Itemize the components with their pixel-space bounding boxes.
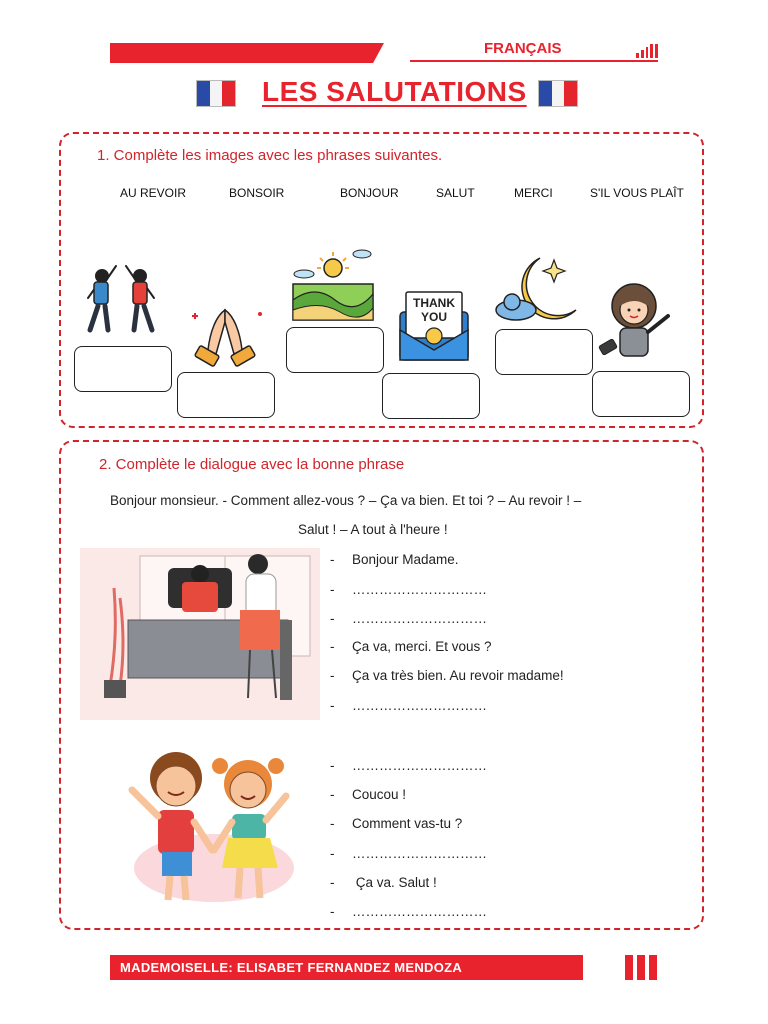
dialogue1-line3[interactable]: - ………………………… [330, 611, 487, 626]
french-flag-icon [539, 81, 577, 106]
header-underline [410, 60, 658, 62]
dialogue2-line3: - Comment vas-tu ? [330, 816, 463, 831]
office-meeting-illustration [80, 548, 320, 720]
exercise1-title: 1. Complète les images avec les phrases suivantes. [97, 147, 443, 164]
dialogue1-line6[interactable]: - ………………………… [330, 698, 487, 713]
you-text: YOU [420, 310, 448, 324]
word-au-revoir: AU REVOIR [120, 186, 187, 200]
answer-box-4[interactable] [382, 373, 480, 419]
dialogue2-line2: - Coucou ! [330, 787, 407, 802]
praying-hands-icon [182, 302, 268, 372]
sunrise-landscape-icon [290, 244, 376, 322]
dialogue1-line4: - Ça va, merci. Et vous ? [330, 639, 492, 654]
dialogue2-line1[interactable]: - ………………………… [330, 758, 487, 773]
moon-night-icon [492, 254, 580, 326]
high-five-icon [80, 262, 162, 338]
dialogue1-line2[interactable]: - ………………………… [330, 582, 487, 597]
dialogue1-line5: - Ça va très bien. Au revoir madame! [330, 668, 564, 683]
kids-holding-hands-illustration [118, 738, 296, 914]
thank-text: THANK [413, 296, 455, 310]
answer-box-5[interactable] [495, 329, 593, 375]
word-bonsoir: BONSOIR [229, 186, 285, 200]
word-bank-line1: Bonjour monsieur. - Comment allez-vous ? – Ça va bien. Et toi ? – Au revoir ! – [110, 493, 582, 508]
footer-blocks-icon [625, 955, 657, 980]
page-title: LES SALUTATIONS [262, 76, 527, 107]
word-sil-vous-plait: S'IL VOUS PLAÎT [590, 186, 684, 200]
answer-box-2[interactable] [177, 372, 275, 418]
dialogue2-line4[interactable]: - ………………………… [330, 846, 487, 861]
header-red-bar [110, 43, 384, 63]
waving-girl-icon [598, 278, 676, 360]
answer-box-3[interactable] [286, 327, 384, 373]
dialogue1-line1: - Bonjour Madame. [330, 552, 459, 567]
footer-author: MADEMOISELLE: ELISABET FERNANDEZ MENDOZA [120, 960, 463, 975]
word-merci: MERCI [514, 186, 553, 200]
word-bank-line2: Salut ! – A tout à l'heure ! [298, 522, 448, 537]
word-bonjour: BONJOUR [340, 186, 399, 200]
french-flag-icon [197, 81, 235, 106]
answer-box-1[interactable] [74, 346, 172, 392]
signal-bars-icon [636, 44, 658, 58]
exercise2-title: 2. Complète le dialogue avec la bonne phrase [99, 456, 405, 473]
answer-box-6[interactable] [592, 371, 690, 417]
thank-you-card-icon [398, 290, 470, 362]
subject-label: FRANÇAIS [484, 40, 562, 57]
dialogue2-line6[interactable]: - ………………………… [330, 904, 487, 919]
word-salut: SALUT [436, 186, 475, 200]
dialogue2-line5: - Ça va. Salut ! [330, 875, 437, 890]
